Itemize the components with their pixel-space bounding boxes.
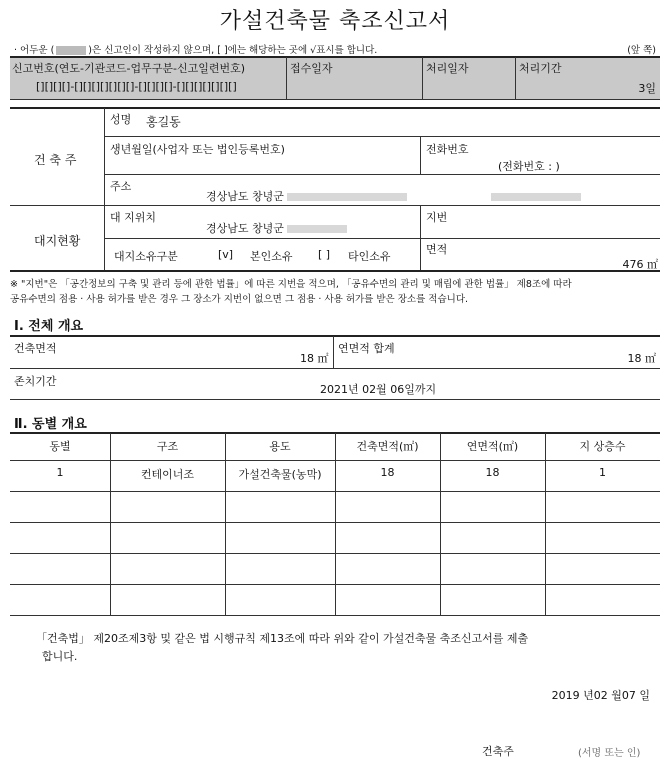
redacted-address-2 [491,193,581,201]
building-overview-heading: Ⅱ. 동별 개요 [14,417,87,432]
builder-top-border [10,107,660,109]
overview-divider [333,336,334,368]
report-number-label: 신고번호(연도-기관코드-업무구분-신고일련번호) [12,62,246,75]
header-top-border [10,56,660,58]
location-value[interactable] [206,220,347,236]
address-text: 경상남도 창녕군 [206,190,284,203]
builder-section-label: 건 축 주 [34,153,77,167]
address-label: 주소 [110,180,132,193]
top-note-prefix: · 어두운 ( [14,45,55,56]
processing-period-value: 3일 [638,82,656,95]
declaration-line-2: 합니다. [42,650,78,663]
overview-bottom-line [10,399,660,400]
table-row [10,584,660,615]
floor-area-label: 연면적 합계 [338,342,395,355]
top-note-suffix: )은 신고인이 작성하지 않으며, [ ]에는 해당하는 곳에 √표시를 합니다. [88,45,378,56]
document-title: 가설건축물 축조신고서 [219,9,451,34]
site-section-label: 대지현황 [34,234,81,248]
footnote-line-2: 공유수면의 점용 · 사용 허가를 받은 경우 그 장소가 지번이 없으면 그 점용 · 사용 허가를 받은 장소를 적습니다. [10,294,469,305]
signer-label: 건축주 [482,745,514,758]
page-side-label: (앞 쪽) [627,45,656,56]
report-number-value[interactable]: [][][][]-[][][][][][][]-[][][][]-[][][][][][][] [36,80,237,93]
phone-value[interactable]: (전화번호 : ) [498,160,560,173]
shaded-sample [56,46,86,55]
processing-period-label: 처리기간 [519,62,562,75]
other-label: 타인소유 [348,250,391,263]
phone-divider [420,137,421,174]
signature-note[interactable]: (서명 또는 인) [578,748,641,759]
name-label: 성명 [110,113,132,126]
builder-row-line-2 [105,174,660,175]
table-header-cell: 건축면적(㎡) [356,440,419,453]
address-value[interactable] [206,188,581,204]
site-bottom-border [10,270,660,272]
duration-label: 존치기간 [14,375,57,388]
overview-row-line [10,368,660,369]
header-bottom-border [10,99,660,100]
redacted-address [287,193,407,201]
lot-label: 지번 [426,211,448,224]
building-area-value[interactable]: 18 ㎡ [300,352,329,365]
overview-heading: Ⅰ. 전체 개요 [14,319,84,334]
location-label: 대 지위치 [110,211,157,224]
table-cell[interactable]: 18 [485,466,500,479]
table-cell[interactable]: 1 [56,466,64,479]
header-divider-2 [422,57,423,99]
overview-top-border [10,335,660,337]
area-label: 면적 [426,243,448,256]
floor-area-value[interactable]: 18 ㎡ [627,352,656,365]
builder-left-divider [104,108,105,270]
area-value[interactable]: 476 ㎡ [622,258,658,271]
header-divider-3 [515,57,516,99]
table-header-cell: 지 상층수 [579,440,626,453]
ownership-label: 대지소유구분 [114,250,178,263]
table-header-cell: 동별 [49,440,71,453]
declaration-line-1: 「건축법」 제20조제3항 및 같은 법 시행규칙 제13조에 따라 위와 같이 가설건축물 축조신고서를 제출 [36,632,529,645]
location-text: 경상남도 창녕군 [206,222,284,235]
top-note [14,42,377,56]
table-row [10,553,660,584]
declaration-date[interactable]: 2019 년02 월07 일 [551,689,650,702]
own-checkbox[interactable]: [v] [218,248,234,261]
table-header-cell: 구조 [156,440,179,453]
table-cell[interactable]: 가설건축물(농막) [238,468,322,481]
builder-row-line-1 [105,136,660,137]
building-area-label: 건축면적 [14,342,57,355]
footnote-line-1: ※ "지번"은 「공간정보의 구축 및 관리 등에 관한 법률」에 따른 지번을 적으며, 「공유수면의 관리 및 매립에 관한 법률」 제8조에 따라 [10,279,572,290]
other-checkbox[interactable]: [ ] [318,248,331,261]
table-row [10,460,660,491]
duration-value[interactable]: 2021년 02월 06일까지 [320,383,437,396]
header-divider-1 [286,57,287,99]
birth-label: 생년월일(사업자 또는 법인등록번호) [110,143,285,156]
table-row-line [10,615,660,616]
table-cell[interactable]: 18 [380,466,395,479]
table-header-cell: 연면적(㎡) [466,440,519,453]
name-value[interactable]: 홍길동 [146,115,181,129]
building-table [10,433,660,616]
builder-bottom-line [10,205,660,206]
own-label: 본인소유 [250,250,293,263]
table-row [10,491,660,522]
site-row-line [105,238,660,239]
table-cell[interactable]: 1 [599,466,606,479]
table-header-cell: 용도 [269,440,291,453]
processing-date-label: 처리일자 [426,62,469,75]
table-cell[interactable]: 컨테이너조 [140,468,195,481]
redacted-location [287,225,347,233]
receipt-date-label: 접수일자 [290,62,333,75]
table-row [10,522,660,553]
phone-label: 전화번호 [426,143,469,156]
